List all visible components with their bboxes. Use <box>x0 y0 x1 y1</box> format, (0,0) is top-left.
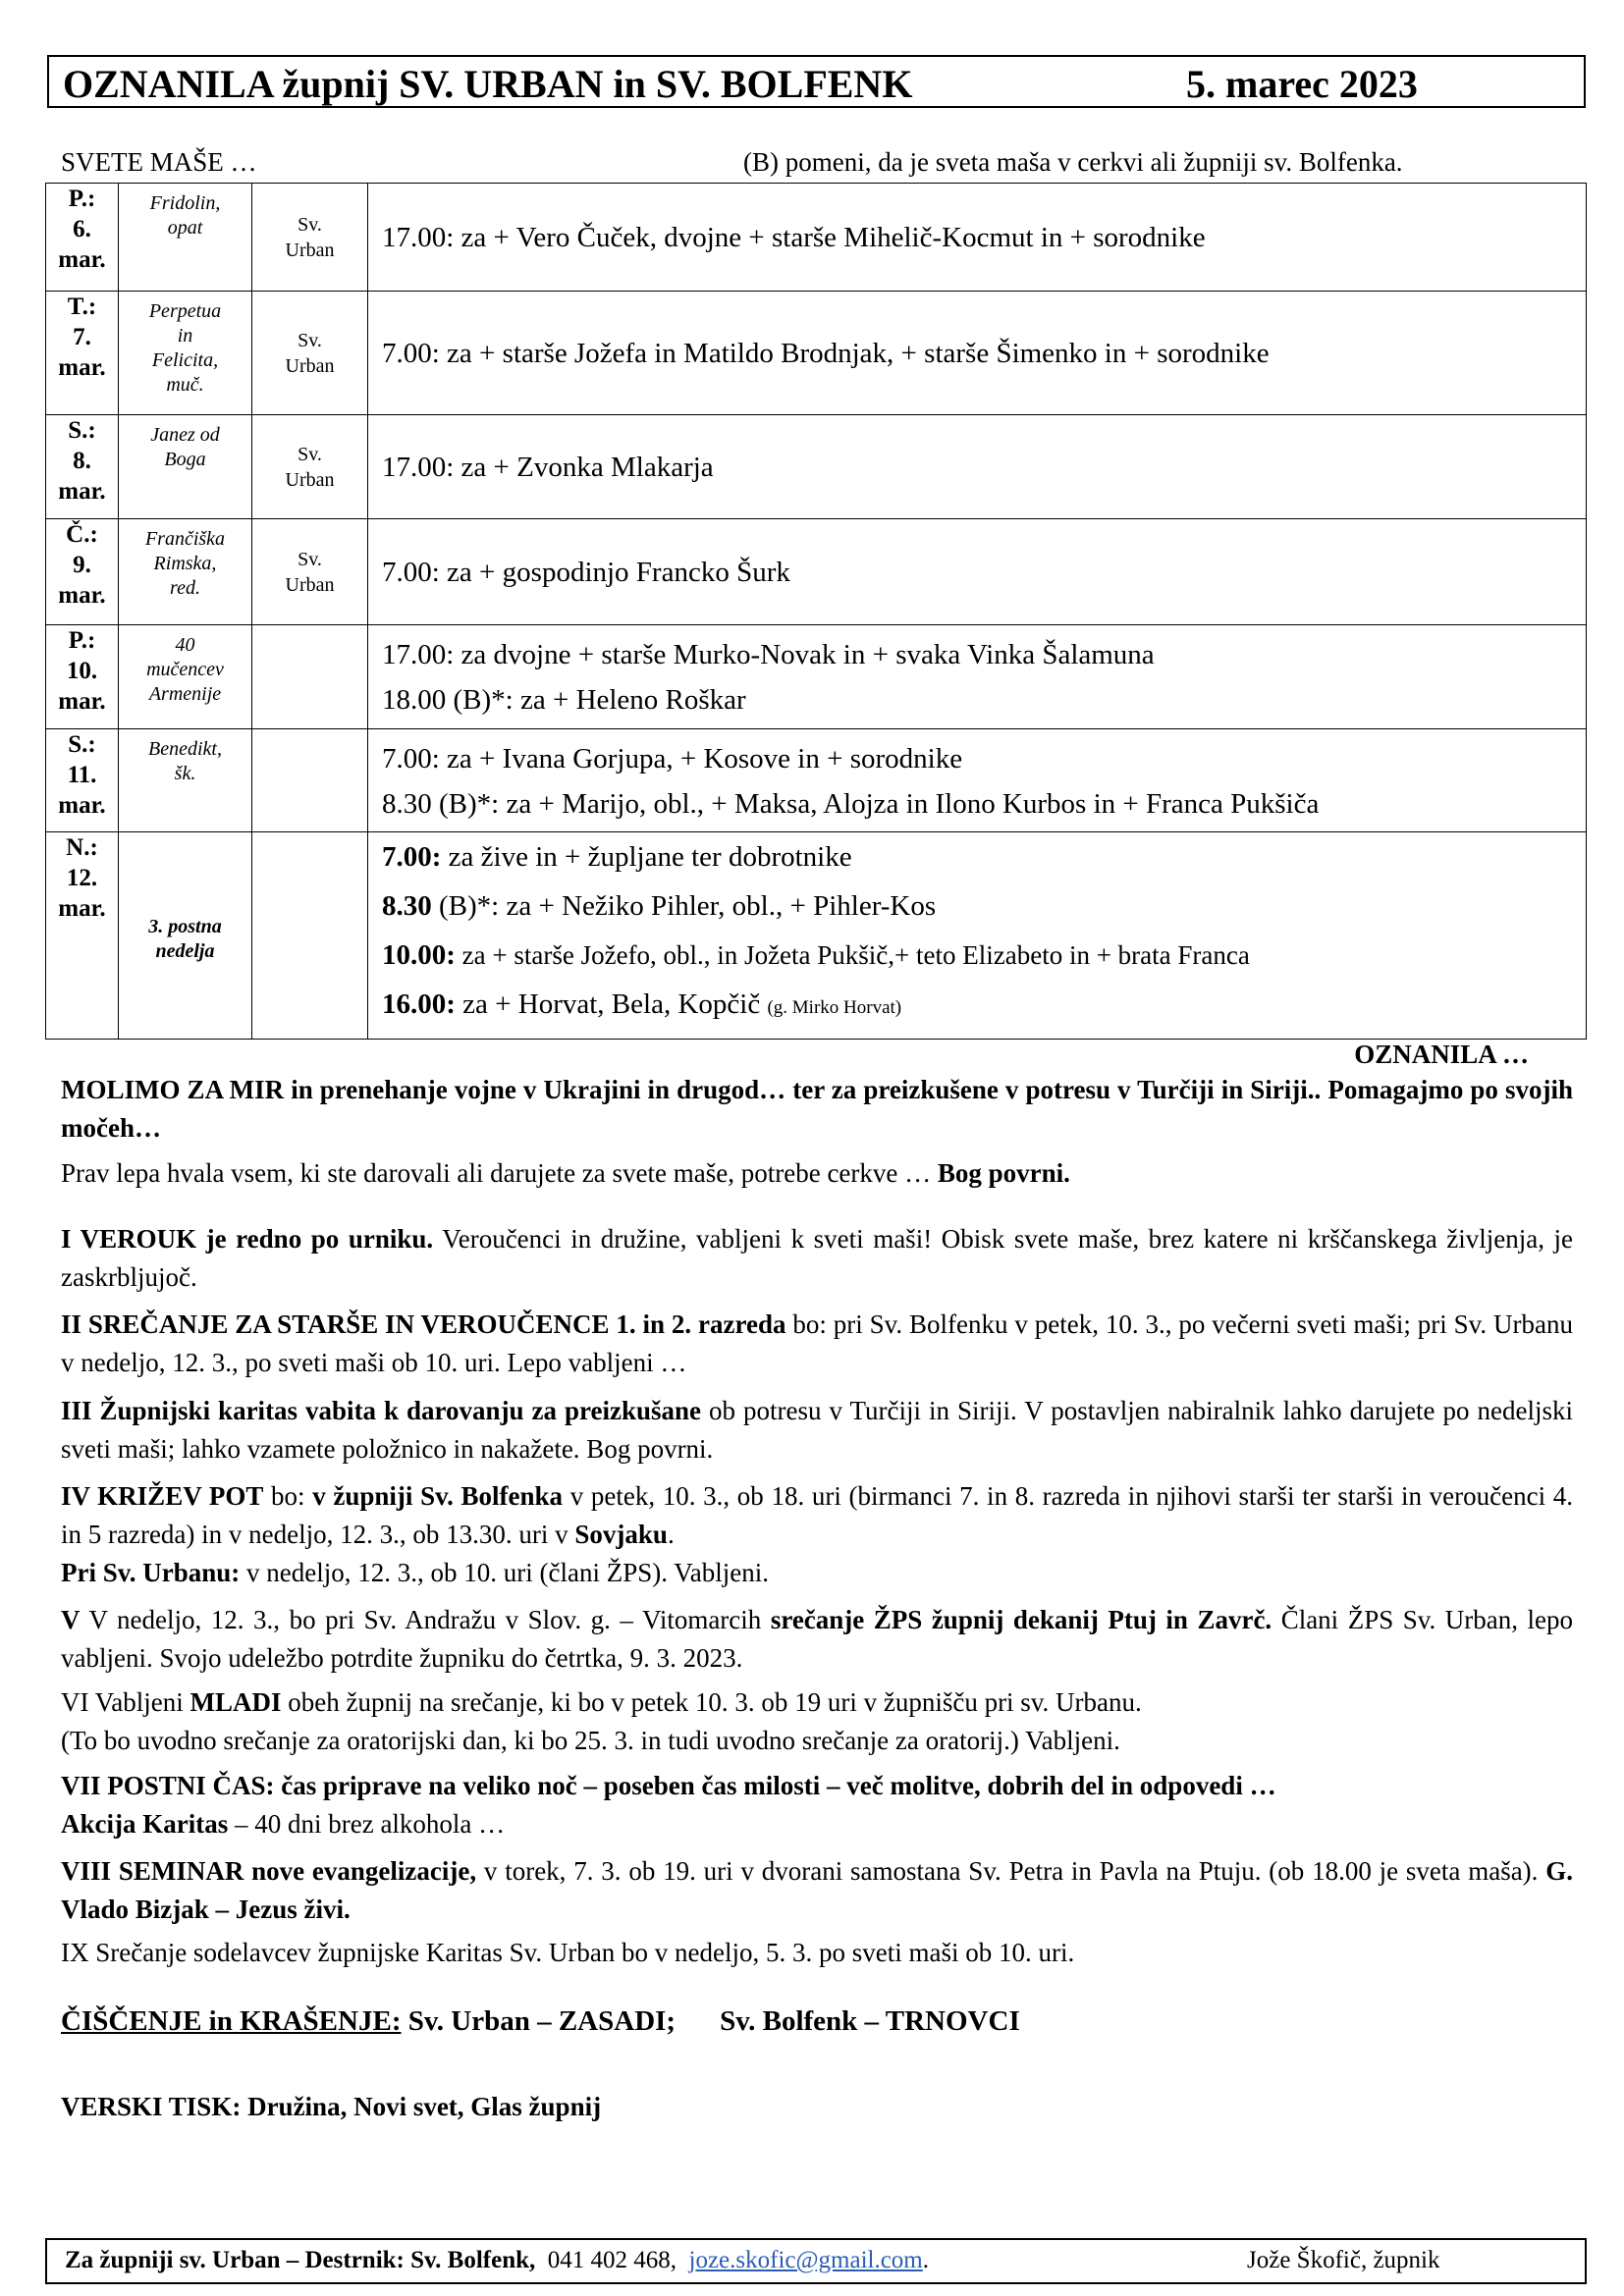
mass-place <box>252 519 368 625</box>
item-5-bold: srečanje ŽPS župnij dekanij Ptuj in Zavrč. <box>770 1605 1272 1634</box>
mass-place-part: Urban <box>285 239 335 261</box>
item-6-text-c: (To bo uvodno srečanje za oratorijski dan, ki bo 25. 3. in tudi uvodno srečanje za oratorij.) Vabljeni. <box>61 1726 1120 1755</box>
mass-place-part: Urban <box>285 573 335 596</box>
mass-place <box>252 415 368 519</box>
mass-saint-part: red. <box>170 577 200 599</box>
item-8-title: VIII SEMINAR nove evangelizacije, <box>61 1856 477 1886</box>
item-5-zps <box>61 1601 1573 1678</box>
item-5-text-b: Člani ŽPS Sv. Urban, lepo vabljeni. Svojo udeležbo potrdite župniku do četrtka, 9. 3. 2023. <box>61 1605 1573 1673</box>
mass-day-part: P.: <box>68 186 96 212</box>
mass-saint-part: Rimska, <box>153 553 217 574</box>
mass-day-part: mar. <box>58 354 106 381</box>
footer-priest: Jože Škofič, župnik <box>1247 2247 1440 2273</box>
item-4-title: IV KRIŽEV POT <box>61 1481 264 1511</box>
item-6-text-b: obeh župnij na srečanje, ki bo v petek 10. 3. ob 19 uri v župnišču pri sv. Urbanu. <box>281 1687 1142 1717</box>
mass-day <box>46 415 119 519</box>
mass-day-part: mar. <box>58 688 106 715</box>
mass-day <box>46 519 119 625</box>
mass-saint <box>119 292 252 415</box>
item-1-catechism <box>61 1220 1573 1297</box>
mass-intention: 8.30 (B)*: za + Marijo, obl., + Maksa, Alojza in Ilono Kurbos in + Franca Pukšiča <box>382 788 1320 820</box>
item-6-youth <box>61 1683 1573 1760</box>
mass-intentions <box>368 729 1587 832</box>
mass-day-part: mar. <box>58 792 106 819</box>
mass-day-part: 7. <box>73 324 91 350</box>
mass-day-part: 12. <box>66 865 98 891</box>
mass-day <box>46 292 119 415</box>
item-7-lent <box>61 1767 1573 1843</box>
mass-time: 8.30 <box>382 890 432 922</box>
mass-saint <box>119 729 252 832</box>
mass-saint <box>119 625 252 729</box>
footer-phone: 041 402 468, <box>547 2247 677 2273</box>
mass-day-part: Č.: <box>66 521 98 548</box>
mass-text: za + Nežiko Pihler, obl., + Pihler-Kos <box>499 890 937 922</box>
item-5-title: V <box>61 1605 81 1634</box>
item-2-title: II SREČANJE ZA STARŠE IN VEROUČENCE 1. in 2. razreda <box>61 1309 786 1339</box>
mass-place-part: Urban <box>285 354 335 377</box>
mass-saint-part: Felicita, <box>151 349 219 371</box>
religious-press: VERSKI TISK: Družina, Novi svet, Glas župnij <box>61 2092 602 2121</box>
mass-intentions <box>368 292 1587 415</box>
mass-place <box>252 625 368 729</box>
mass-place-part: Sv. <box>298 443 322 465</box>
mass-saint <box>119 184 252 292</box>
footer-box <box>45 2238 1587 2284</box>
mass-day-part: 6. <box>73 216 91 242</box>
mass-day-part: S.: <box>68 417 96 444</box>
mass-row <box>46 184 1587 292</box>
mass-time: 10.00: <box>382 939 456 971</box>
thanks-note <box>61 1154 1573 1193</box>
mass-text: za + Horvat, Bela, Kopčič <box>455 988 768 1020</box>
mass-day <box>46 625 119 729</box>
mass-day-part: 11. <box>67 762 97 788</box>
mass-intentions <box>368 832 1587 1040</box>
masses-heading: SVETE MAŠE … <box>61 147 257 177</box>
mass-intention: 18.00 (B)*: za + Heleno Roškar <box>382 684 746 716</box>
mass-text: za žive in + župljane ter dobrotnike <box>441 841 852 873</box>
item-1-title: I VEROUK je redno po urniku. <box>61 1224 434 1254</box>
mass-saint-part: opat <box>167 217 203 239</box>
mass-day-part: 10. <box>66 658 98 684</box>
mass-text: za + starše Jožefo, obl., in Jožeta Pukšič,+ teto Elizabeto in + brata Franca <box>455 940 1250 970</box>
mass-saint-part: in <box>177 325 193 347</box>
mass-day-part: S.: <box>68 731 96 758</box>
cleaning-urban: Sv. Urban – ZASADI; <box>401 2005 677 2037</box>
mass-saint-part: Perpetua <box>148 300 222 322</box>
footer-email-link[interactable]: joze.skofic@gmail.com <box>688 2247 923 2273</box>
bulletin-date: 5. marec 2023 <box>1186 62 1418 106</box>
thanks-text: Prav lepa hvala vsem, ki ste darovali ali darujete za svete maše, potrebe cerkve … <box>61 1158 938 1188</box>
footer-parish: Za župniji sv. Urban – Destrnik: Sv. Bolfenk, <box>65 2247 536 2273</box>
item-4-bold-a: v župniji Sv. Bolfenka <box>312 1481 564 1511</box>
item-4-text-d: v nedeljo, 12. 3., ob 10. uri (člani ŽPS). Vabljeni. <box>240 1558 769 1587</box>
mass-intentions <box>368 184 1587 292</box>
mass-day-part: mar. <box>58 895 106 922</box>
item-2-meeting <box>61 1306 1573 1382</box>
mass-intention: 17.00: za + Zvonka Mlakarja <box>382 451 714 483</box>
mass-row <box>46 625 1587 729</box>
mass-intention: 7.00: za + starše Jožefa in Matildo Brodnjak, + starše Šimenko in + sorodnike <box>382 337 1270 369</box>
item-4-text-a: bo: <box>263 1481 313 1511</box>
mass-day-part: P.: <box>68 627 96 654</box>
item-4-text-b: v petek, 10. 3., ob 18. uri (birmanci 7. in 8. razreda in njihovi starši ter starši in veroučenci 4. in 5 razreda) in v nedeljo, 12. 3., ob 13.30. uri v <box>61 1481 1573 1549</box>
item-8-seminar <box>61 1852 1573 1929</box>
mass-place-part: Sv. <box>298 213 322 236</box>
cleaning-label: ČIŠČENJE in KRAŠENJE: <box>61 2005 402 2037</box>
mass-saint-part: 3. postna <box>148 916 222 937</box>
mass-intention: 7.00: za + Ivana Gorjupa, + Kosove in + sorodnike <box>382 743 963 774</box>
mass-saint-part: Benedikt, <box>148 738 222 760</box>
mass-day-part: 8. <box>73 448 91 474</box>
mass-saint-part: mučencev <box>146 659 224 680</box>
mass-place <box>252 729 368 832</box>
mass-text: (B)*: <box>431 890 500 922</box>
mass-day-part: mar. <box>58 246 106 273</box>
mass-intentions <box>368 625 1587 729</box>
mass-intention <box>382 936 1586 974</box>
mass-day <box>46 184 119 292</box>
mass-saint-part: muč. <box>166 374 204 396</box>
mass-day-part: mar. <box>58 582 106 609</box>
mass-time: 7.00: <box>382 841 442 873</box>
mass-saint-part: Fridolin, <box>149 192 221 214</box>
item-7-text: – 40 dni brez alkohola … <box>228 1809 506 1839</box>
mass-saint-part: Frančiška <box>144 528 226 550</box>
item-5-text-a: V nedeljo, 12. 3., bo pri Sv. Andražu v Slov. g. – Vitomarcih <box>80 1605 771 1634</box>
footer-dot: . <box>922 2247 929 2273</box>
mass-intention: 17.00: za + Vero Čuček, dvojne + starše Mihelič-Kocmut in + sorodnike <box>382 221 1206 253</box>
item-4-bold-b: Sovjaku <box>574 1520 668 1549</box>
item-3-caritas <box>61 1392 1573 1468</box>
item-8-bold: G. Vlado Bizjak – Jezus živi. <box>61 1856 1573 1924</box>
item-1-text: Veroučenci in družine, vabljeni k sveti maši! Obisk svete maše, brez katere ni krščanskega življenja, je zaskrbljujoč. <box>61 1224 1573 1292</box>
mass-row <box>46 415 1587 519</box>
mass-intentions <box>368 415 1587 519</box>
bulletin-title: OZNANILA župnij SV. URBAN in SV. BOLFENK <box>63 62 913 106</box>
mass-row <box>46 729 1587 832</box>
thanks-bold: Bog povrni. <box>937 1158 1070 1188</box>
mass-saint-part: nedelja <box>155 940 215 962</box>
mass-saint-part: Janez od <box>150 424 220 446</box>
title-box <box>47 55 1586 108</box>
mass-saint-part: Armenije <box>148 683 222 705</box>
mass-day-part: T.: <box>67 294 97 320</box>
mass-saint <box>119 832 252 1040</box>
mass-place <box>252 184 368 292</box>
mass-intention: 7.00: za + gospodinjo Francko Šurk <box>382 556 790 588</box>
mass-row <box>46 519 1587 625</box>
mass-place-part: Sv. <box>298 548 322 570</box>
mass-day-part: 9. <box>73 552 91 578</box>
mass-day <box>46 729 119 832</box>
mass-intention <box>382 838 1586 876</box>
cleaning-bolfenk: Sv. Bolfenk – TRNOVCI <box>720 2005 1020 2037</box>
mass-saint <box>119 415 252 519</box>
mass-intention <box>382 887 1586 925</box>
announcements-heading: OZNANILA … <box>1354 1040 1529 1069</box>
mass-saint-part: šk. <box>174 763 196 784</box>
mass-intention <box>382 986 1586 1027</box>
item-9-karitas-meeting: IX Srečanje sodelavcev župnijske Karitas Sv. Urban bo v nedeljo, 5. 3. po sveti maši ob 10. uri. <box>61 1938 1075 1967</box>
mass-saint-part: 40 <box>175 634 195 656</box>
mass-place-part: Urban <box>285 468 335 491</box>
mass-place-part: Sv. <box>298 329 322 351</box>
mass-place <box>252 832 368 1040</box>
mass-schedule-table <box>45 183 1587 1040</box>
mass-place <box>252 292 368 415</box>
mass-day-part: mar. <box>58 478 106 505</box>
item-8-text: v torek, 7. 3. ob 19. uri v dvorani samostana Sv. Petra in Pavla na Ptuju. (ob 18.00 je sveta maša). <box>476 1856 1546 1886</box>
item-7-bold: Akcija Karitas <box>61 1809 229 1839</box>
mass-intentions <box>368 519 1587 625</box>
mass-saint <box>119 519 252 625</box>
cleaning-line <box>61 2002 1573 2041</box>
item-2-text: bo: pri Sv. Bolfenku v petek, 10. 3., po večerni sveti maši; pri Sv. Urbanu v nedeljo, 12. 3., po sveti maši ob 10. uri. Lepo vabljeni … <box>61 1309 1573 1377</box>
mass-saint-part: Boga <box>164 449 206 470</box>
mass-time: 16.00: <box>382 988 456 1020</box>
mass-note: (g. Mirko Horvat) <box>767 997 902 1018</box>
legend-note: (B) pomeni, da je sveta maša v cerkvi ali župniji sv. Bolfenka. <box>743 147 1403 177</box>
mass-row <box>46 832 1587 1040</box>
item-4-bold-c: Pri Sv. Urbanu: <box>61 1558 241 1587</box>
item-3-title: III Župnijski karitas vabita k darovanju za preizkušane <box>61 1396 702 1425</box>
footer-contact <box>65 2247 929 2274</box>
peace-prayer: MOLIMO ZA MIR in prenehanje vojne v Ukrajini in drugod… ter za preizkušene v potresu v Turčiji in Siriji.. Pomagajmo po svojih močeh… <box>61 1075 1573 1143</box>
item-3-text: ob potresu v Turčiji in Siriji. V postavljen nabiralnik lahko darujete po nedeljski sveti maši; lahko vzamete položnico in nakažete. Bog povrni. <box>61 1396 1573 1464</box>
item-4-stations <box>61 1477 1573 1592</box>
item-7-title: VII POSTNI ČAS: čas priprave na veliko noč – poseben čas milosti – več molitve, dobrih del in odpovedi … <box>61 1771 1276 1800</box>
item-6-bold: MLADI <box>189 1687 282 1717</box>
mass-row <box>46 292 1587 415</box>
mass-day-part: N.: <box>66 834 98 861</box>
item-4-text-c: . <box>667 1520 675 1549</box>
item-6-text-a: VI Vabljeni <box>61 1687 190 1717</box>
mass-intention: 17.00: za dvojne + starše Murko-Novak in + svaka Vinka Šalamuna <box>382 639 1155 670</box>
mass-day <box>46 832 119 1040</box>
